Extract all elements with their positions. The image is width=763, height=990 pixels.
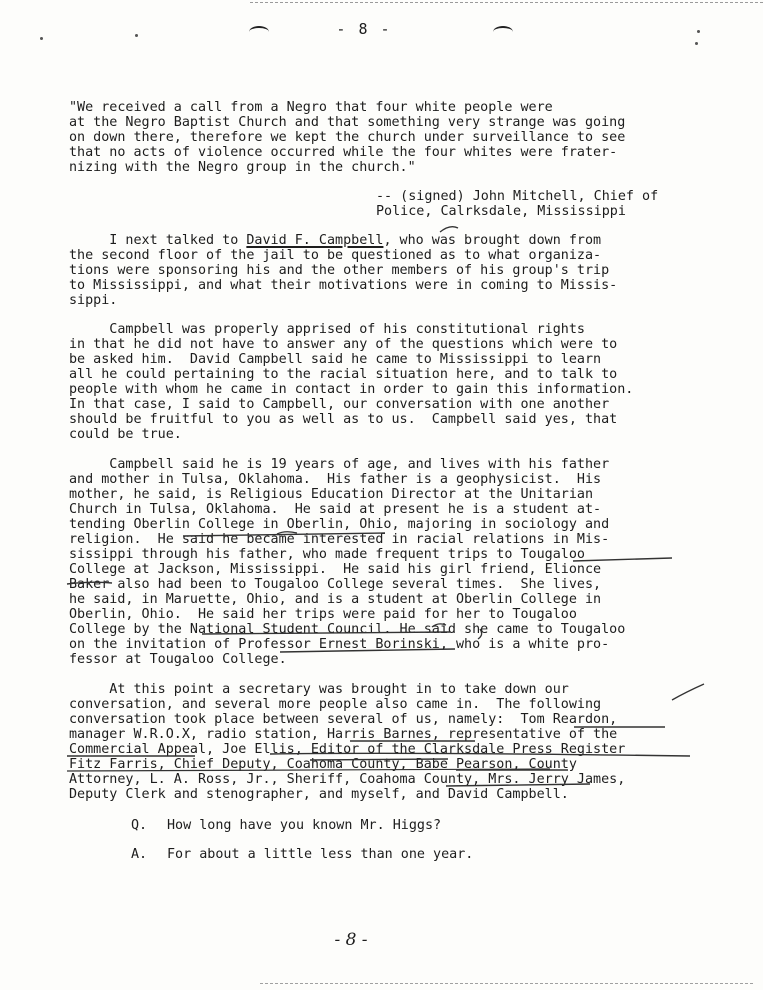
paragraph-line: tending Oberlin College in Oberlin, Ohio, majoring in sociology and: [69, 517, 610, 532]
paragraph-line: conversation took place between several of us, namely: Tom Reardon,: [69, 712, 618, 727]
answer-marker: A.: [131, 847, 148, 862]
paragraph-line: College at Jackson, Mississippi. He said his girl friend, Elionce: [69, 562, 602, 577]
quote-line: "We received a call from a Negro that four white people were: [69, 100, 553, 115]
paragraph-line: sissippi through his father, who made frequent trips to Tougaloo: [69, 547, 585, 562]
paragraph-line: to Mississippi, and what their motivations were in coming to Missis-: [69, 278, 618, 293]
paragraph-line: should be fruitful to you as well as to us. Campbell said yes, that: [69, 412, 618, 427]
paragraph-line: mother, he said, is Religious Education Director at the Unitarian: [69, 487, 594, 502]
quote-line: on down there, therefore we kept the church under surveillance to see: [69, 130, 626, 145]
paragraph-line: In that case, I said to Campbell, our conversation with one another: [69, 397, 610, 412]
quote-line: at the Negro Baptist Church and that something very strange was going: [69, 115, 626, 130]
paragraph-line: people with whom he came in contact in order to gain this information.: [69, 382, 634, 397]
person-name-underlined: David F. Campbell: [246, 233, 384, 248]
paragraph-line: Campbell was properly apprised of his constitutional rights: [69, 322, 585, 337]
paragraph-line: all he could pertaining to the racial situation here, and to talk to: [69, 367, 618, 382]
bottom-border: [260, 983, 753, 984]
paragraph-line: At this point a secretary was brought in to take down our: [69, 682, 569, 697]
paragraph-line: conversation, and several more people also came in. The following: [69, 697, 602, 712]
paragraph-line: tions were sponsoring his and the other members of his group's trip: [69, 263, 610, 278]
paragraph-line: [69, 233, 601, 248]
quote-line: nizing with the Negro group in the church.": [69, 160, 416, 175]
paragraph-line: Campbell said he is 19 years of age, and lives with his father: [69, 457, 610, 472]
scan-speck: [40, 37, 43, 40]
quote-line: that no acts of violence occurred while the four whites were frater-: [69, 145, 618, 160]
paragraph-line: Fitz Farris, Chief Deputy, Coahoma County, Babe Pearson, County: [69, 757, 577, 772]
scan-speck: [697, 30, 700, 33]
page-number-bottom: - 8 -: [334, 930, 368, 950]
paragraph-line: the second floor of the jail to be questioned as to what organiza-: [69, 248, 602, 263]
paragraph-line: be asked him. David Campbell said he came to Mississippi to learn: [69, 352, 602, 367]
right-header-mark: [493, 26, 513, 38]
paragraph-line: manager W.R.O.X, radio station, Harris Barnes, representative of the: [69, 727, 618, 742]
paragraph-line: Oberlin, Ohio. He said her trips were paid for her to Tougaloo: [69, 607, 577, 622]
paragraph-line: College by the National Student Council. He said she came to Tougaloo: [69, 622, 626, 637]
paragraph-line: Attorney, L. A. Ross, Jr., Sheriff, Coahoma County, Mrs. Jerry James,: [69, 772, 626, 787]
top-border: [250, 2, 763, 3]
paragraph-line: Baker also had been to Tougaloo College several times. She lives,: [69, 577, 602, 592]
edit-mark: [440, 227, 458, 232]
scan-speck: [695, 42, 698, 45]
page-number-top: - 8 -: [336, 20, 392, 38]
paragraph-line: Deputy Clerk and stenographer, and myself, and David Campbell.: [69, 787, 569, 802]
answer-text: For about a little less than one year.: [167, 847, 474, 862]
underline-mark: [573, 558, 672, 561]
signature-line: Police, Calrksdale, Mississippi: [376, 204, 626, 219]
paragraph-line: could be true.: [69, 427, 182, 442]
question-marker: Q.: [131, 818, 148, 833]
signature-line: -- (signed) John Mitchell, Chief of: [376, 189, 659, 204]
paragraph-line: he said, in Maruette, Ohio, and is a student at Oberlin College in: [69, 592, 602, 607]
paragraph-line: fessor at Tougaloo College.: [69, 652, 287, 667]
text-fragment: I next talked to: [69, 233, 247, 248]
paragraph-line: on the invitation of Professor Ernest Borinski, who is a white pro-: [69, 637, 610, 652]
question-text: How long have you known Mr. Higgs?: [167, 818, 442, 833]
left-header-mark: [249, 26, 269, 38]
paragraph-line: and mother in Tulsa, Oklahoma. His father is a geophysicist. His: [69, 472, 602, 487]
paragraph-line: religion. He said he became interested in racial relations in Mis-: [69, 532, 610, 547]
edit-mark: [672, 684, 704, 700]
paragraph-line: Church in Tulsa, Oklahoma. He said at present he is a student at-: [69, 502, 602, 517]
paragraph-line: Commercial Appeal, Joe Ellis, Editor of the Clarksdale Press Register: [69, 742, 626, 757]
paragraph-line: sippi.: [69, 293, 118, 308]
paragraph-line: in that he did not have to answer any of the questions which were to: [69, 337, 618, 352]
scan-speck: [135, 34, 138, 37]
text-fragment: , who was brought down from: [383, 233, 602, 248]
